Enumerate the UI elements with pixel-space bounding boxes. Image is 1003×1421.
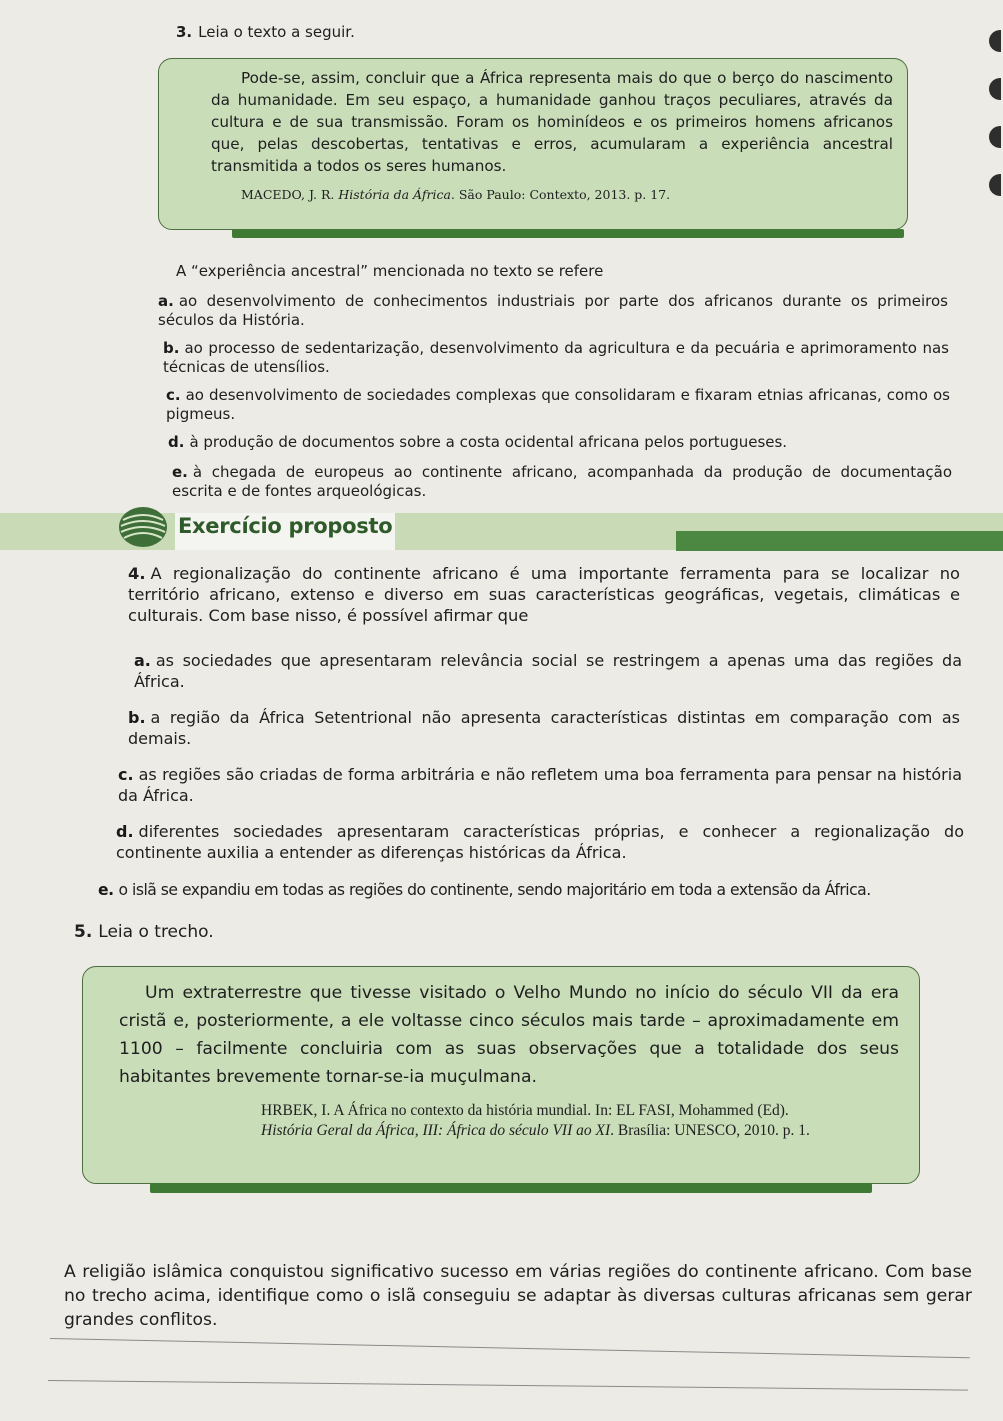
quote-macedo-citation: MACEDO, J. R. História da África. São Paulo: Contexto, 2013. p. 17. xyxy=(241,187,671,202)
quote-box-macedo xyxy=(158,58,908,230)
question-5-prompt: Leia o trecho. xyxy=(98,922,214,942)
question-3-prompt: Leia o texto a seguir. xyxy=(198,23,355,41)
question-3-option-e[interactable]: e. à chegada de europeus ao continente africano, acompanhada da produção de documentação escrita e de fontes arqueológicas. xyxy=(172,463,952,500)
section-banner-accent xyxy=(676,531,1003,551)
section-title: Exercício proposto xyxy=(178,514,393,538)
edge-mark xyxy=(989,78,1001,100)
question-4-option-d[interactable]: d. diferentes sociedades apresentaram características próprias, e conhecer a regionalização do continente auxilia a entender as diferenças históricas da África. xyxy=(116,822,964,862)
question-3-stem: A “experiência ancestral” mencionada no texto se refere xyxy=(176,262,604,280)
quote-hrbek-citation: HRBEK, I. A África no contexto da história mundial. In: EL FASI, Mohammed (Ed). História Geral da África, III: África do século VII ao XI. Brasília: UNESCO, 2010. p. 1. xyxy=(261,1102,810,1139)
question-5-header xyxy=(74,922,214,942)
edge-mark xyxy=(989,30,1001,52)
question-4-option-b[interactable]: b. a região da África Setentrional não apresenta características distintas em comparação com as demais. xyxy=(128,708,960,748)
question-3-option-c[interactable]: c. ao desenvolvimento de sociedades complexas que consolidaram e fixaram etnias africanas, como os pigmeus. xyxy=(166,386,950,423)
question-3-option-a[interactable]: a. ao desenvolvimento de conhecimentos industriais por parte dos africanos durante os primeiros séculos da História. xyxy=(158,292,948,329)
quote-hrbek-bar xyxy=(150,1183,872,1193)
question-5-question: A religião islâmica conquistou significativo sucesso em várias regiões do continente africano. Com base no trecho acima, identifique como o islã conseguiu se adaptar às diversas culturas africanas sem gerar grandes conflitos. xyxy=(64,1262,972,1330)
exercise-badge-icon xyxy=(115,500,171,550)
binding-edge-marks xyxy=(989,30,1003,222)
answer-line-2[interactable] xyxy=(48,1380,968,1391)
question-4-option-c[interactable]: c. as regiões são criadas de forma arbitrária e não refletem uma boa ferramenta para pensar na história da África. xyxy=(118,765,962,805)
quote-hrbek-text: Um extraterrestre que tivesse visitado o Velho Mundo no início do século VII da era cristã e, posteriormente, a ele voltasse cinco séculos mais tarde – aproximadamente em 1100 – facilmente concluiria com as suas observações que a totalidade dos seus habitantes brevemente tornar-se-ia muçulmana. xyxy=(119,983,899,1087)
question-3-option-b[interactable]: b. ao processo de sedentarização, desenvolvimento da agricultura e da pecuária e aprimoramento nas técnicas de utensílios. xyxy=(163,339,949,376)
question-4-option-e[interactable]: e. o islã se expandiu em todas as regiões do continente, sendo majoritário em toda a extensão da África. xyxy=(98,881,871,899)
question-3-header xyxy=(176,23,355,41)
edge-mark xyxy=(989,126,1001,148)
question-3-number: 3. xyxy=(176,23,193,41)
question-4-stem: 4. A regionalização do continente africano é uma importante ferramenta para se localizar no território africano, extenso e diverso em suas características geográficas, vegetais, climáticas e culturais. Com base nisso, é possível afirmar que xyxy=(128,564,960,625)
question-3-option-d[interactable]: d. à produção de documentos sobre a costa ocidental africana pelos portugueses. xyxy=(168,433,788,451)
quote-box-hrbek xyxy=(82,966,920,1184)
question-4-option-a[interactable]: a. as sociedades que apresentaram relevância social se restringem a apenas uma das regiões da África. xyxy=(134,651,962,691)
answer-line-1[interactable] xyxy=(50,1338,970,1358)
quote-macedo-bar xyxy=(232,229,904,238)
question-5-number: 5. xyxy=(74,922,93,942)
edge-mark xyxy=(989,174,1001,196)
quote-macedo-text: Pode-se, assim, concluir que a África representa mais do que o berço do nascimento da humanidade. Em seu espaço, a humanidade ganhou traços peculiares, através da cultura e de sua transmissão. Foram os hominídeos e os primeiros homens africanos que, pelas descobertas, tentativas e erros, acumularam a experiência ancestral transmitida a todos os seres humanos. xyxy=(211,69,893,175)
